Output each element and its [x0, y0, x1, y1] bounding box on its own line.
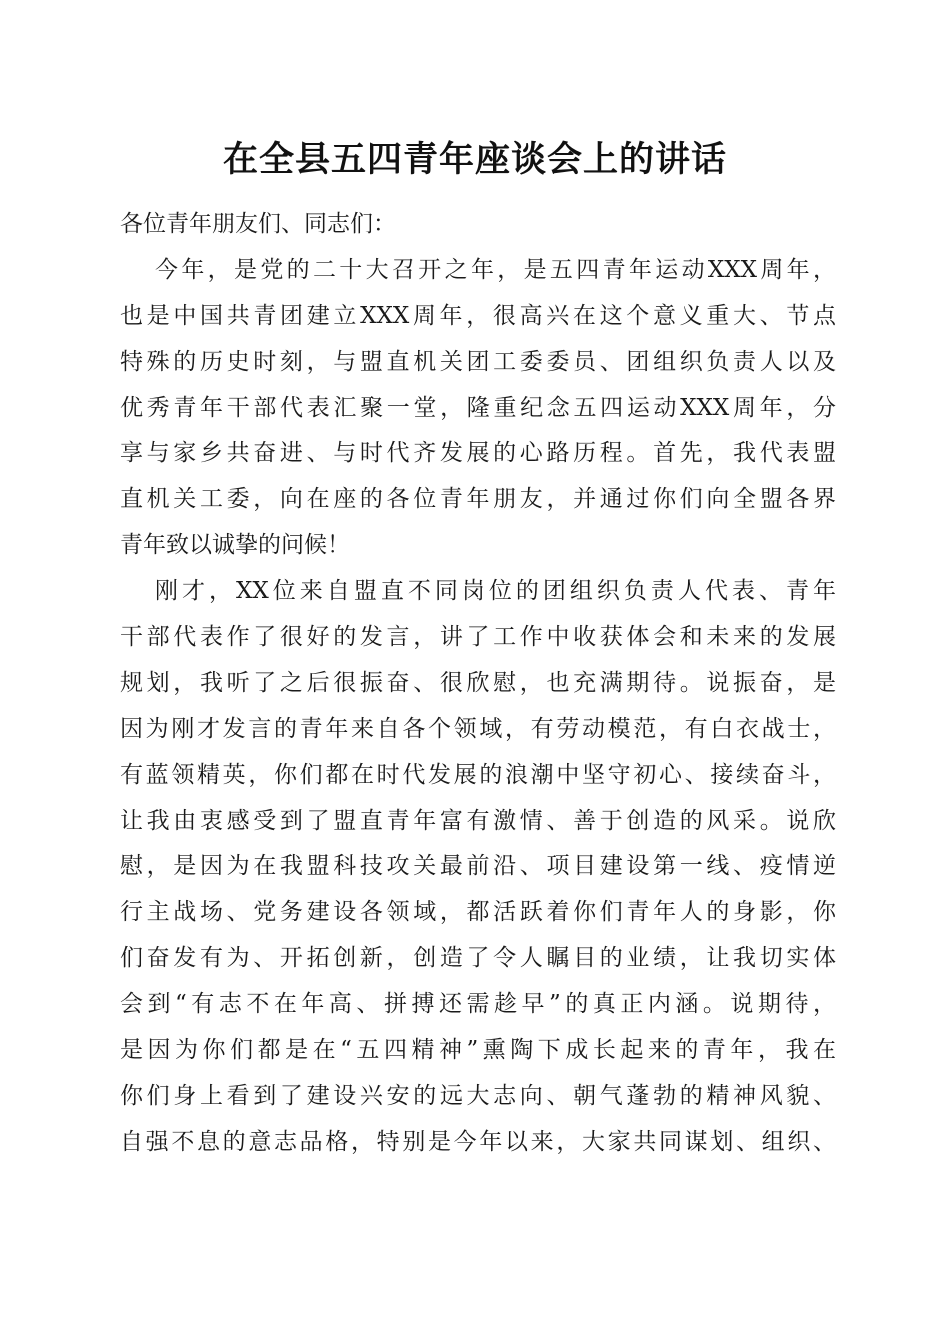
- paragraph-2-line-6: 让我由衷感受到了盟直青年富有激情、善于创造的风采。说欣: [120, 807, 836, 834]
- paragraph-1-line-3: 特殊的历史时刻，与盟直机关团工委委员、团组织负责人以及: [120, 348, 836, 375]
- paragraph-2-line-7: 慰，是因为在我盟科技攻关最前沿、项目建设第一线、疫情逆: [120, 853, 836, 880]
- paragraph-2-line-9: 们奋发有为、开拓创新，创造了令人瞩目的业绩，让我切实体: [120, 945, 836, 972]
- paragraph-2-line-5: 有蓝领精英，你们都在时代发展的浪潮中坚守初心、接续奋斗，: [120, 761, 836, 788]
- paragraph-1-line-5: 享与家乡共奋进、与时代齐发展的心路历程。首先，我代表盟: [120, 440, 836, 467]
- paragraph-2-line-11: 是因为你们都是在“五四精神”熏陶下成长起来的青年，我在: [120, 1037, 836, 1064]
- paragraph-1-line-6: 直机关工委，向在座的各位青年朋友，并通过你们向全盟各界: [120, 486, 836, 513]
- salutation-line: 各位青年朋友们、同志们：: [120, 211, 396, 237]
- paragraph-2-line-10: 会到“有志不在年高、拼搏还需趁早”的真正内涵。说期待，: [120, 991, 836, 1018]
- document-title: 在全县五四青年座谈会上的讲话: [222, 139, 727, 180]
- document-body: [120, 202, 836, 1166]
- paragraph-1-line-2: 也是中国共青团建立XXX周年，很高兴在这个意义重大、节点: [120, 302, 836, 329]
- paragraph-1-line-7: 青年致以诚挚的问候！: [120, 532, 350, 559]
- paragraph-2-line-8: 行主战场、党务建设各领域，都活跃着你们青年人的身影，你: [120, 899, 836, 926]
- paragraph-2-line-13: 自强不息的意志品格，特别是今年以来，大家共同谋划、组织、: [120, 1128, 836, 1155]
- paragraph-2-line-12: 你们身上看到了建设兴安的远大志向、朝气蓬勃的精神风貌、: [120, 1082, 836, 1109]
- paragraph-1-line-1: 今年，是党的二十大召开之年，是五四青年运动XXX周年，: [155, 256, 836, 283]
- paragraph-2-line-2: 干部代表作了很好的发言，讲了工作中收获体会和未来的发展: [120, 624, 836, 651]
- paragraph-2-line-3: 规划，我听了之后很振奋、很欣慰，也充满期待。说振奋，是: [120, 669, 836, 696]
- paragraph-1-line-4: 优秀青年干部代表汇聚一堂，隆重纪念五四运动XXX周年，分: [120, 394, 836, 421]
- paragraph-2-line-4: 因为刚才发言的青年来自各个领域，有劳动模范，有白衣战士，: [120, 715, 836, 742]
- paragraph-2-line-1: 刚才，XX位来自盟直不同岗位的团组织负责人代表、青年: [155, 578, 836, 605]
